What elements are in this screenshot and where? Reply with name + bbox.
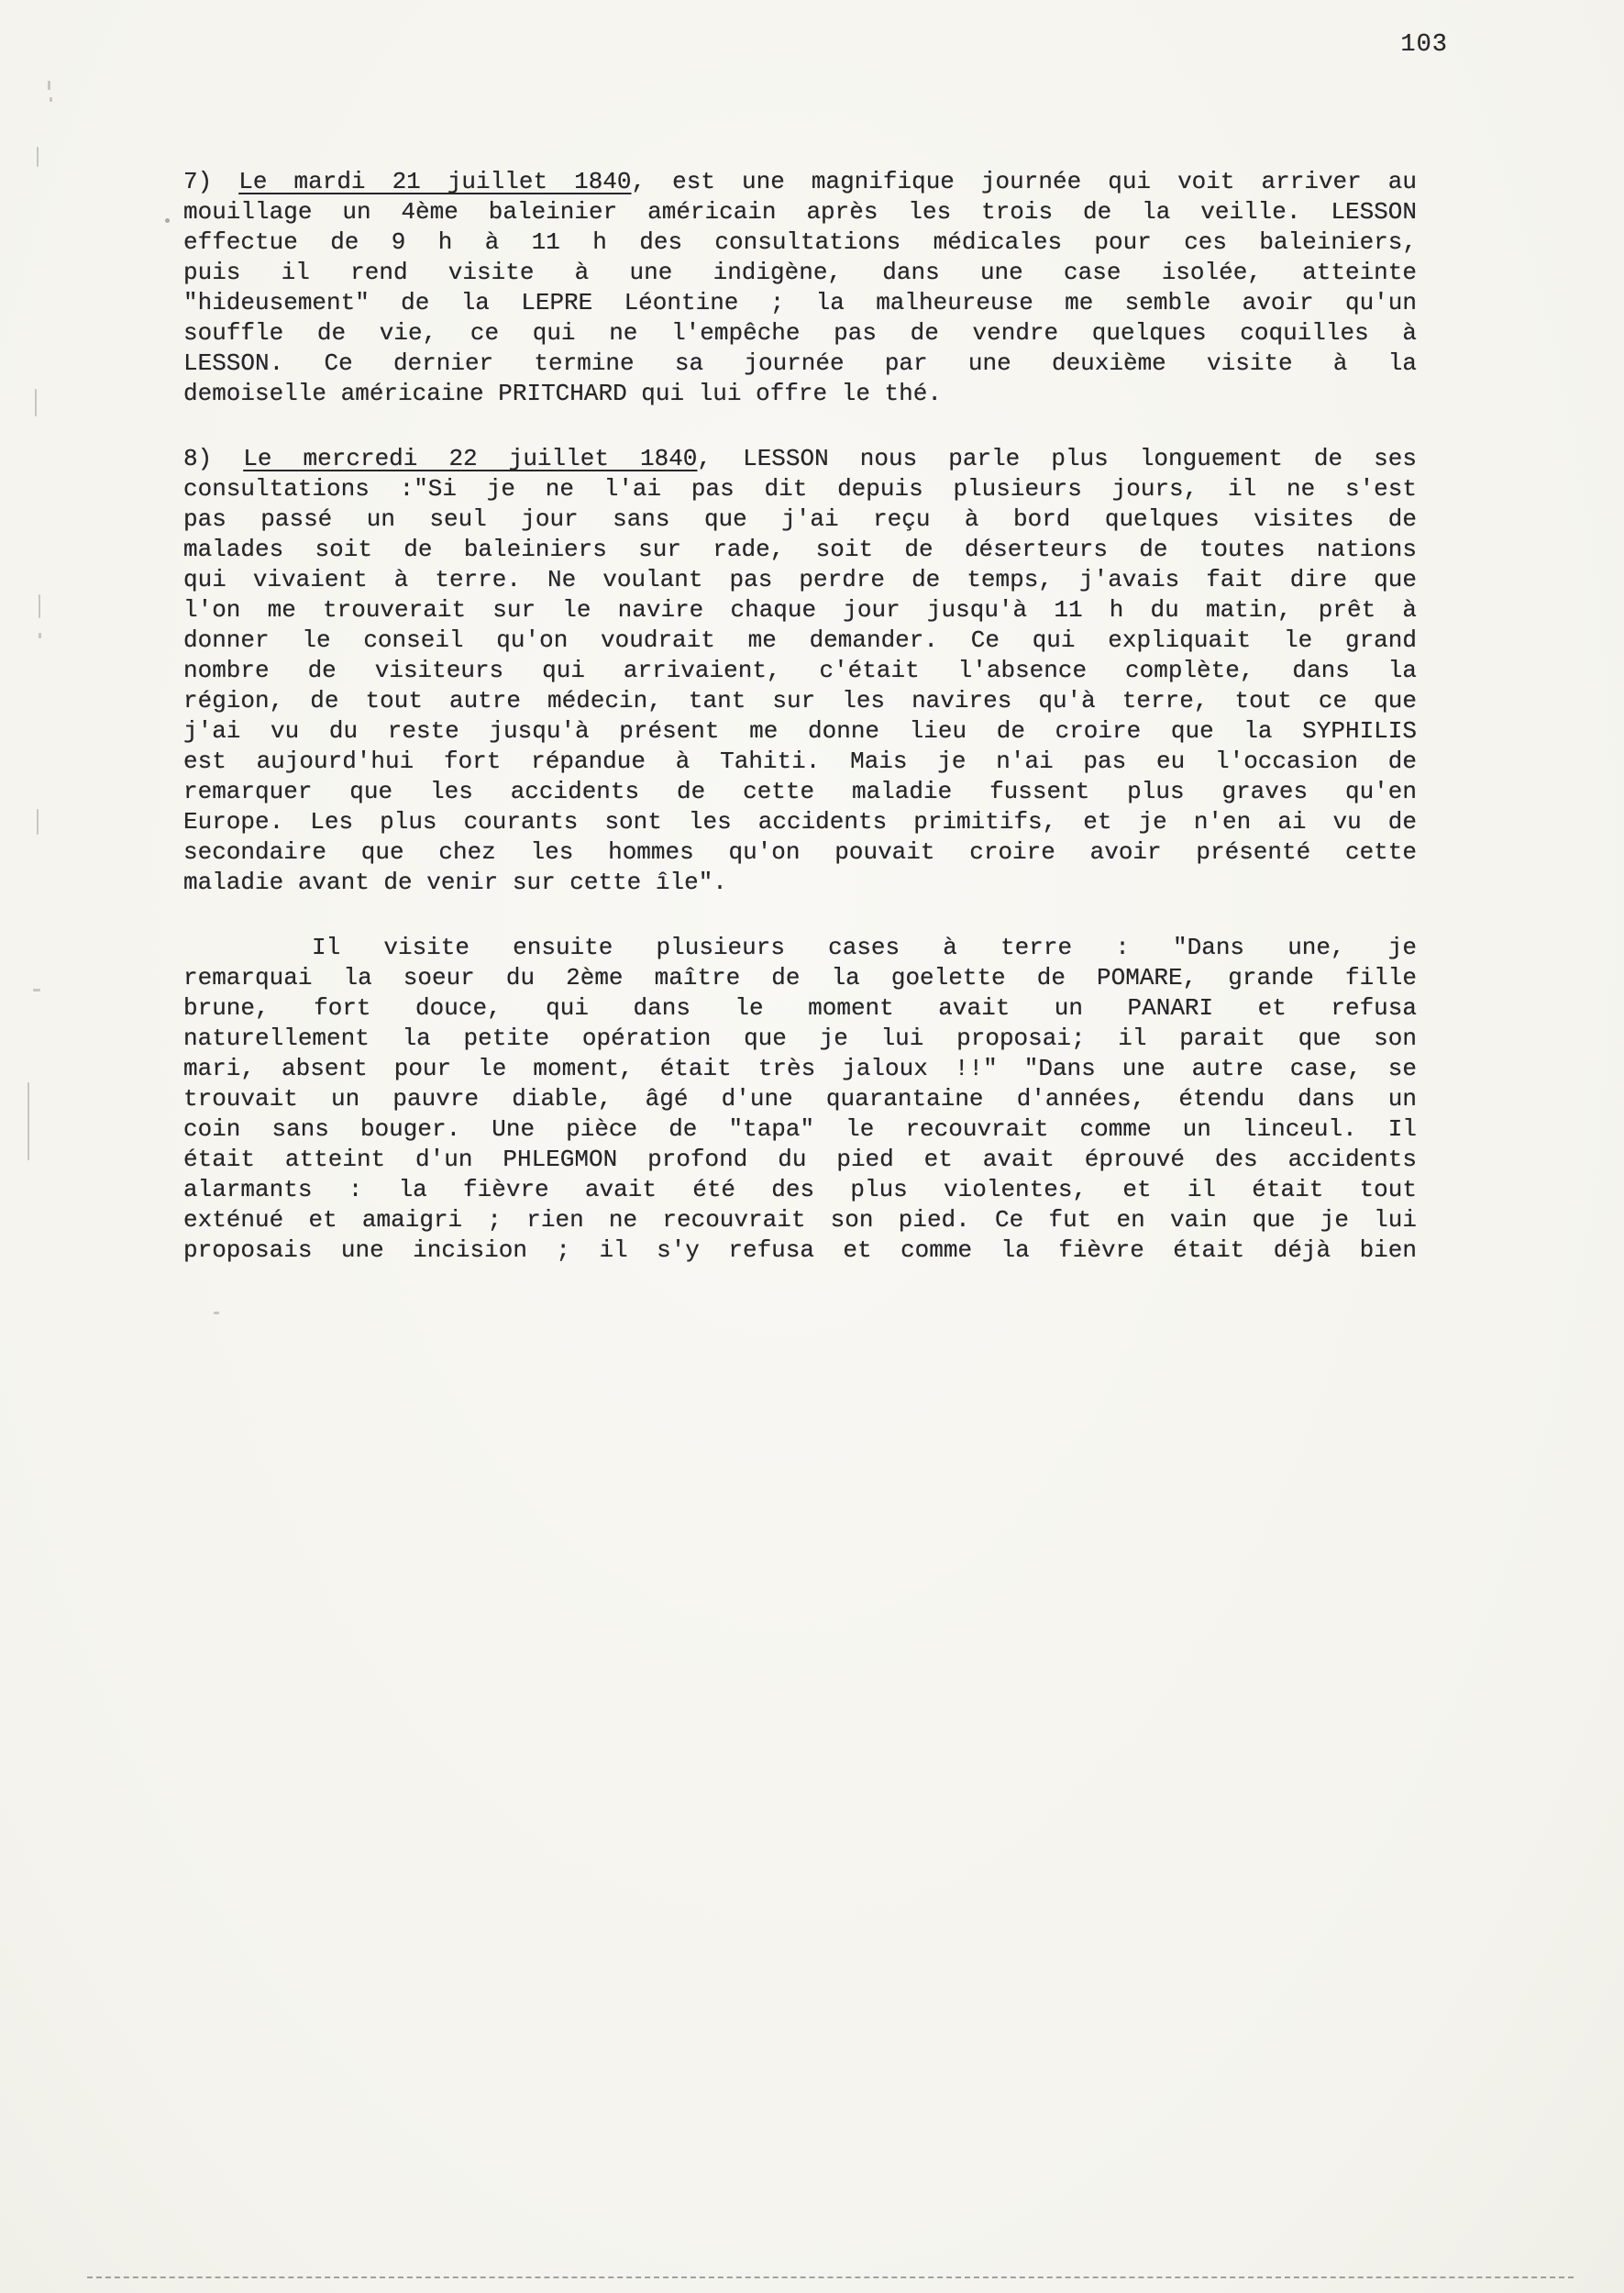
text-run: LESSON. Ce dernier termine sa journée par une deuxième visite à la [183,349,1417,377]
text-run: mari, absent pour le moment, était très jaloux !!" "Dans une autre case, se [183,1055,1417,1082]
text-line [183,504,1417,535]
text-run: souffle de vie, ce qui ne l'empêche pas de vendre quelques coquilles à [183,319,1417,347]
scan-artifact [35,389,37,416]
text-run: nombre de visiteurs qui arrivaient, c'était l'absence complète, dans la [183,657,1417,684]
text-run: Il visite ensuite plusieurs cases à terre : "Dans une, je [312,934,1417,961]
text-line [183,868,1417,898]
text-run: naturellement la petite opération que je lui proposai; il parait que son [183,1025,1417,1052]
text-run: consultations :"Si je ne l'ai pas dit depuis plusieurs jours, il ne s'est [183,475,1417,503]
underlined-date: Le mardi 21 juillet 1840 [238,168,632,195]
text-line [183,565,1417,595]
text-line [183,535,1417,565]
text-run: était atteint d'un PHLEGMON profond du pied et avait éprouvé des accidents [183,1146,1417,1173]
text-run: trouvait un pauvre diable, âgé d'une quarantaine d'années, étendu dans un [183,1085,1417,1113]
text-run: , est une magnifique journée qui voit arriver au [631,168,1418,195]
text-line [183,716,1417,747]
text-line [183,933,1417,963]
scan-artifact [33,989,40,991]
text-line [183,167,1417,197]
paragraph-entry-7 [183,167,1417,409]
text-line [183,747,1417,777]
text-run: exténué et amaigri ; rien ne recouvrait son pied. Ce fut en vain que je lui [183,1206,1417,1234]
scan-artifact [37,147,39,167]
text-line [183,1084,1417,1114]
text-run: coin sans bouger. Une pièce de "tapa" le recouvrait comme un linceul. Il [183,1115,1417,1143]
document-body [183,167,1417,1266]
text-run: puis il rend visite à une indigène, dans une case isolée, atteinte [183,259,1417,286]
text-run: brune, fort douce, qui dans le moment avait un PANARI et refusa [183,994,1417,1022]
text-line [183,837,1417,868]
text-line [183,1205,1417,1235]
underlined-date: Le mercredi 22 juillet 1840 [243,445,698,472]
text-line [183,1024,1417,1054]
text-line [183,1114,1417,1145]
text-line [183,1235,1417,1266]
text-run: Europe. Les plus courants sont les accidents primitifs, et je n'en ai vu de [183,808,1417,836]
text-line [183,349,1417,379]
scan-artifact [214,1312,219,1314]
text-line [183,474,1417,504]
text-run: remarquer que les accidents de cette maladie fussent plus graves qu'en [183,778,1417,805]
scan-artifact [39,633,41,638]
text-line [183,197,1417,227]
text-run: 7) [183,168,239,195]
text-run: est aujourd'hui fort répandue à Tahiti. Mais je n'ai pas eu l'occasion de [183,748,1417,775]
text-run: 8) [183,445,244,472]
paragraph-visits [183,933,1417,1266]
text-run: donner le conseil qu'on voudrait me demander. Ce qui expliquait le grand [183,626,1417,654]
text-run: , LESSON nous parle plus longuement de ses [697,445,1417,472]
text-run: pas passé un seul jour sans que j'ai reçu à bord quelques visites de [183,505,1417,533]
text-run: effectue de 9 h à 11 h des consultations médicales pour ces baleiniers, [183,228,1417,256]
text-line [183,318,1417,349]
text-line [183,626,1417,656]
scan-artifact [50,97,52,102]
scan-artifact [48,81,50,90]
text-run: malades soit de baleiniers sur rade, soit de déserteurs de toutes nations [183,536,1417,563]
text-line [183,963,1417,993]
text-line [183,258,1417,288]
text-line [183,227,1417,258]
text-line [183,379,1417,409]
scan-artifact [39,594,40,618]
text-run: remarquai la soeur du 2ème maître de la goelette de POMARE, grande fille [183,964,1417,991]
text-run: demoiselle américaine PRITCHARD qui lui offre le thé. [183,380,942,407]
text-line [183,656,1417,686]
text-run: "hideusement" de la LEPRE Léontine ; la malheureuse me semble avoir qu'un [183,289,1417,316]
text-line [183,1175,1417,1205]
text-line [183,595,1417,626]
text-run: maladie avant de venir sur cette île". [183,869,727,896]
scan-artifact [165,218,170,223]
text-line [183,686,1417,716]
page-number: 103 [1400,31,1448,59]
text-run: mouillage un 4ème baleinier américain après les trois de la veille. LESSON [183,198,1417,226]
text-run: proposais une incision ; il s'y refusa et comme la fièvre était déjà bien [183,1236,1417,1264]
scan-artifact [28,1082,29,1160]
text-line [183,288,1417,318]
text-line [183,444,1417,474]
text-line [183,1054,1417,1084]
text-run: alarmants : la fièvre avait été des plus violentes, et il était tout [183,1176,1417,1203]
text-line [183,993,1417,1024]
text-run: qui vivaient à terre. Ne voulant pas perdre de temps, j'avais fait dire que [183,566,1417,593]
text-line [183,777,1417,807]
paragraph-entry-8 [183,444,1417,898]
text-run: j'ai vu du reste jusqu'à présent me donne lieu de croire que la SYPHILIS [183,717,1417,745]
text-run: région, de tout autre médecin, tant sur les navires qu'à terre, tout ce que [183,687,1417,714]
text-line [183,807,1417,837]
scan-artifact-bottom-line [87,2276,1574,2278]
scan-artifact [37,809,39,835]
text-line [183,1145,1417,1175]
text-run: l'on me trouverait sur le navire chaque jour jusqu'à 11 h du matin, prêt à [183,596,1417,624]
text-run: secondaire que chez les hommes qu'on pouvait croire avoir présenté cette [183,838,1417,866]
